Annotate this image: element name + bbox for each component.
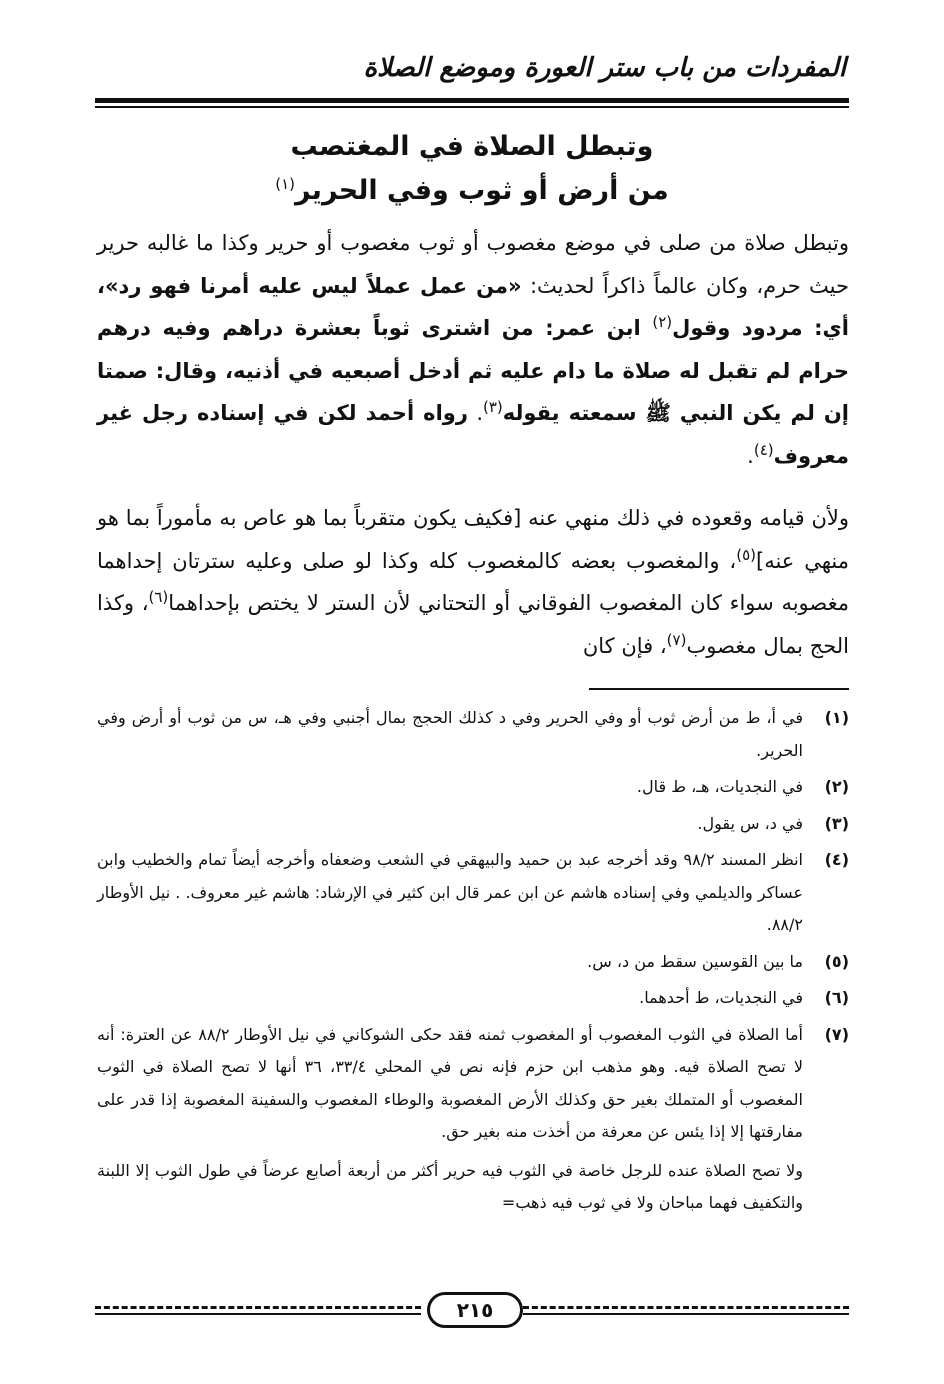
- footnote: [97, 844, 849, 942]
- footnote-separator: [589, 688, 849, 690]
- footnote-number: (٤): [824, 850, 849, 869]
- page-number: ٢١٥: [427, 1292, 523, 1328]
- paragraph-1-text-a: وتبطل صلاة من صلى في موضع مغصوب أو ثوب مغصوب أو حرير وكذا ما غالبه حرير حيث حرم، وكان عالماً ذاكراً لحديث:: [97, 231, 849, 298]
- paragraph-2-text-c: ، وكذا الحج بمال مغصوب: [97, 591, 849, 658]
- footer-solid-rule-left: [95, 1313, 421, 1315]
- section-heading-line2: [100, 168, 844, 214]
- narration-note: رواه أحمد لكن في إسناده رجل غير معروف: [97, 401, 849, 468]
- paragraph-2-text-a: ولأن قيامه وقعوده في ذلك منهي عنه [فكيف يكون متقرباً بما هو عاص به مأموراً بما هو منهي عنه]: [97, 506, 850, 573]
- footnote-text: في د، س يقول.: [697, 813, 803, 833]
- footnote-marker-2: (٢): [652, 313, 673, 331]
- section-heading-line2-text: من أرض أو ثوب وفي الحرير: [295, 175, 669, 206]
- footnote-number: (٣): [824, 813, 849, 833]
- footnote: [97, 771, 849, 804]
- footer-dashed-rule-right: [523, 1306, 849, 1309]
- footnotes: [97, 702, 849, 1220]
- footnote-number: (١): [824, 708, 849, 727]
- footnote-marker-6: (٦): [148, 588, 169, 606]
- footnote: [97, 946, 849, 979]
- paragraph-1: [97, 222, 849, 477]
- ibn-umar-quote: ابن عمر: من اشترى ثوباً بعشرة دراهم وفيه درهم حرام لم تقبل له صلاة ما دام عليه ثم أدخل أصبعيه في أذنيه، وقال: صمتا إن لم يكن النبي ﷺ سمعته يقوله: [97, 316, 849, 425]
- paragraph-1-text-b: .: [467, 401, 483, 425]
- footnote-marker-7: (٧): [666, 630, 687, 649]
- footnote-continuation: ولا تصح الصلاة عنده للرجل خاصة في الثوب فيه حرير أكثر من أربعة أصابع عرضاً في طول الثوب إلا اللبنة والتكفيف فهما مباحان ولا في ثوب فيه ذهب=: [97, 1160, 803, 1212]
- footnote-number: (٢): [824, 777, 849, 796]
- running-header: المفردات من باب ستر العورة وموضع الصلاة: [363, 53, 846, 83]
- footnote-marker-1: (١): [275, 175, 296, 193]
- paragraph-2-text-b: ، والمغصوب بعضه كالمغصوب كله وكذا لو صلى وعليه سترتان إحداهما مغصوبه سواء كان المغصوب الفوقاني أو التحتاني لأن الستر لا يختص بإحداهما: [97, 548, 849, 615]
- paragraph-2: [97, 497, 849, 667]
- header-rule-thin: [95, 106, 849, 108]
- footnote: [97, 808, 849, 841]
- footnote-text: في النجديات، ط أحدهما.: [639, 988, 803, 1007]
- footnote: [97, 1019, 849, 1149]
- footnote-marker-5: (٥): [736, 545, 756, 564]
- footnote-marker-4: (٤): [753, 440, 774, 459]
- section-heading-line1: وتبطل الصلاة في المغتصب: [290, 131, 654, 162]
- footnote-number: (٦): [824, 988, 849, 1007]
- footnote-text: في أ، ط من أرض ثوب أو وفي الحرير وفي د كذلك الحجج بمال أجنبي وفي هـ، س من ثوب أو أرض وفي الحرير.: [97, 708, 803, 760]
- footer-dashed-rule-left: [95, 1306, 421, 1309]
- footnote-text: أما الصلاة في الثوب المغصوب أو المغصوب ثمنه فقد حكى الشوكاني في نيل الأوطار ٨٨/٢ عن العترة: أنه لا تصح الصلاة فيه. وهو مذهب ابن حزم فإنه نص في المحلي ٣٣/٤، ٣٦ أنها لا تصح الصلاة في الثوب المغصوب أو المتملك بغير حق وكذلك الأرض المغصوبة والوطاء المغصوب والسفينة المغصوبة إذا قدر على مفارقتها إلا إذا يئس عن معرفة من أخذت منه بغير حق.: [97, 1024, 804, 1141]
- footnote-number: (٥): [824, 951, 849, 971]
- footnote-text: انظر المسند ٩٨/٢ وقد أخرجه عبد بن حميد والبيهقي في الشعب وضعفاه وأخرجه أيضاً تمام والخطيب وابن عساكر والديلمي وفي إسناده هاشم عن ابن عمر قال ابن كثير في الإرشاد: هاشم غير معروف. . نيل الأوطار ٨٨/٢.: [97, 850, 803, 934]
- header-rule-thick: [95, 98, 849, 103]
- paragraph-2-text-d: ، فإن كان: [582, 633, 667, 658]
- footnote-text: ما بين القوسين سقط من د، س.: [587, 951, 803, 971]
- footnote-number: (٧): [824, 1024, 849, 1044]
- page-footer: [95, 1290, 849, 1326]
- main-text: [97, 222, 849, 667]
- footnote-text: في النجديات، هـ، ط قال.: [636, 777, 803, 796]
- paragraph-1-text-c: .: [747, 443, 754, 468]
- footer-solid-rule-right: [523, 1313, 849, 1315]
- hadith-quote: «من عمل عملاً ليس عليه أمرنا فهو رد»، أي: مردود وقول: [97, 273, 849, 340]
- footnote: [97, 982, 849, 1015]
- footnote: [97, 702, 849, 767]
- footnote-marker-3: (٣): [483, 398, 503, 416]
